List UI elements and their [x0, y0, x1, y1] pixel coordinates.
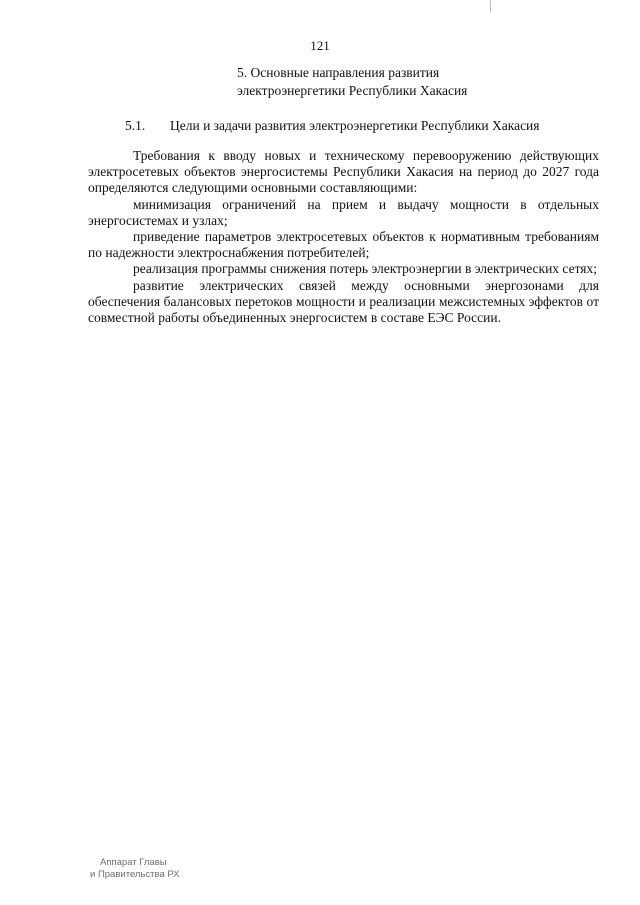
- section-heading: [237, 64, 467, 100]
- stamp-line-2: и Правительства РХ: [90, 869, 180, 880]
- section-heading-line-2: электроэнергетики Республики Хакасия: [237, 83, 468, 98]
- body-text: [88, 148, 599, 326]
- paragraph-requirements-intro: Требования к вводу новых и техническому перевооружению действующих электросетевых объектов энергосистемы Республики Хакасия на период до 2027 года определяются следующими основными составляющими:: [88, 148, 599, 196]
- subsection-number: 5.1.: [125, 118, 146, 133]
- paragraph-item-minimization: минимизация ограничений на прием и выдачу мощности в отдельных энергосистемах и узлах;: [88, 196, 599, 228]
- section-heading-line-1: 5. Основные направления развития: [237, 65, 440, 80]
- page-number: 121: [310, 38, 330, 53]
- office-stamp: [90, 857, 180, 881]
- subsection-title-text: Цели и задачи развития электроэнергетики Республики Хакасия: [170, 118, 540, 133]
- subsection-heading: [125, 117, 605, 135]
- paragraph-item-connections: развитие электрических связей между основными энергозонами для обеспечения балансовых перетоков мощности и реализации межсистемных эффектов от совместной работы объединенных энергосистем в составе ЕЭС России.: [88, 277, 599, 326]
- stamp-line-1: Аппарат Главы: [100, 857, 167, 868]
- paragraph-item-parameters: приведение параметров электросетевых объектов к нормативным требованиям по надежности электроснабжения потребителей;: [88, 229, 599, 261]
- paragraph-item-losses: реализация программы снижения потерь электроэнергии в электрических сетях;: [133, 261, 598, 277]
- scan-edge-mark: [490, 0, 491, 12]
